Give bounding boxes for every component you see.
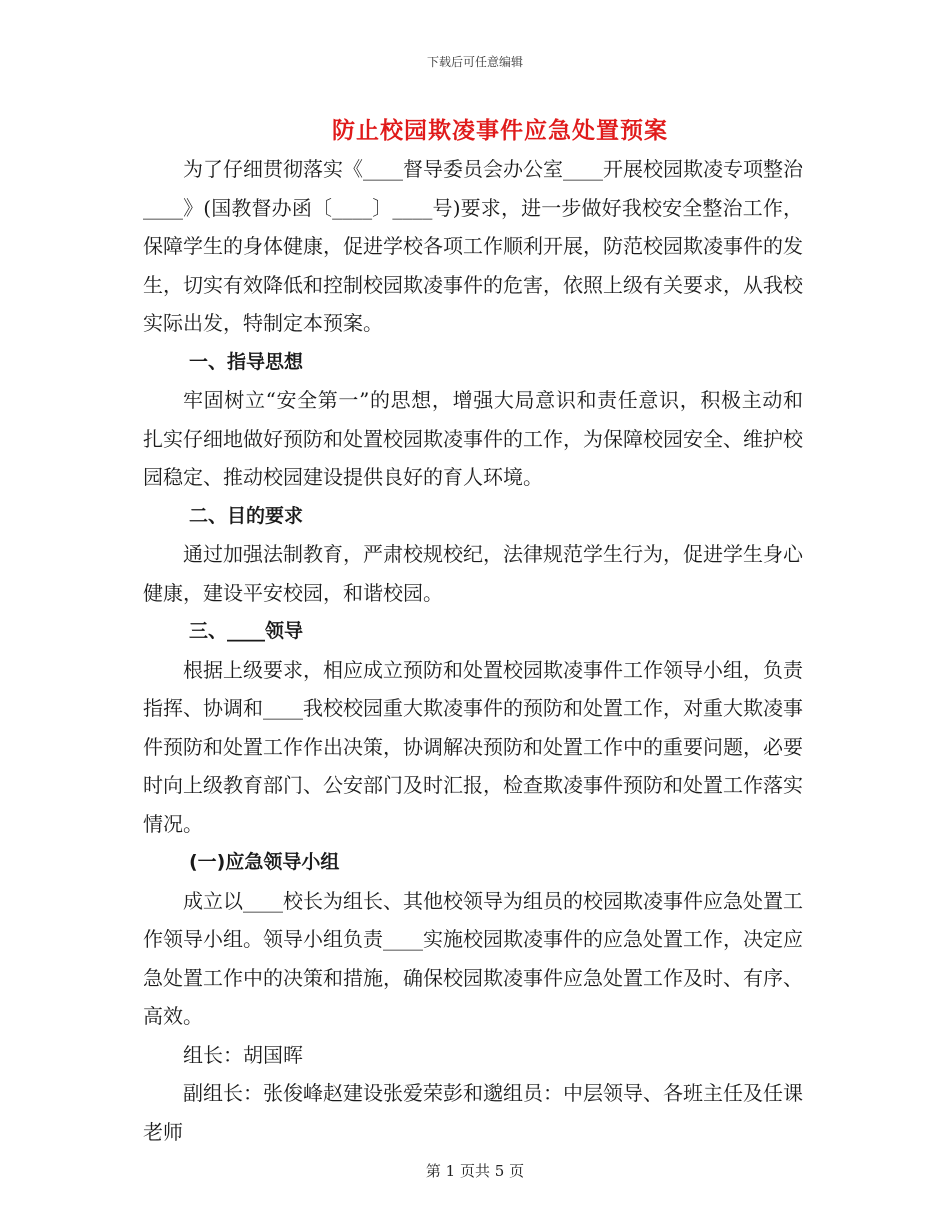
intro-paragraph: 为了仔细贯彻落实《____督导委员会办公室____开展校园欺凌专项整治____》(国教督办函〔____〕____号)要求，进一步做好我校安全整治工作，保障学生的身体健康，促进学校各项工作顺利开展，防范校园欺凌事件的发生，切实有效降低和控制校园欺凌事件的危害，依照上级有关要求，从我校实际出发，特制定本预案。	[143, 157, 803, 335]
page-footer: 第 1 页共 5 页	[425, 1162, 525, 1180]
leadership-paragraph: 根据上级要求，相应成立预防和处置校园欺凌事件工作领导小组，负责指挥、协调和____我校校园重大欺凌事件的预防和处置工作，对重大欺凌事件预防和处置工作作出决策，协调解决预防和处置工作中的重要问题，必要时向上级教育部门、公安部门及时汇报，检查欺凌事件预防和处置工作落实情况。	[143, 657, 803, 836]
subsection-heading-group: (一)应急领导小组	[189, 851, 340, 873]
leader-line: 组长：胡国晖	[183, 1042, 303, 1067]
section-heading-guiding: 一、指导思想	[189, 350, 304, 373]
header-note: 下载后可任意编辑	[426, 55, 523, 69]
group-paragraph: 成立以____校长为组长、其他校领导为组员的校园欺凌事件应急处置工作领导小组。领导小组负责____实施校园欺凌事件的应急处置工作，决定应急处置工作中的决策和措施，确保校园欺凌事件应急处置工作及时、有序、高效。	[143, 888, 803, 1028]
guiding-paragraph: 牢固树立“安全第一”的思想，增强大局意识和责任意识，积极主动和扎实仔细地做好预防和处置校园欺凌事件的工作，为保障校园安全、维护校园稳定、推动校园建设提供良好的育人环境。	[143, 388, 803, 489]
section-heading-purpose: 二、目的要求	[189, 504, 304, 527]
document-body	[143, 150, 803, 1151]
section-heading-leadership: 三、____领导	[189, 620, 304, 642]
purpose-paragraph: 通过加强法制教育，严肃校规校纪，法律规范学生行为，促进学生身心健康，建设平安校园，和谐校园。	[143, 542, 803, 605]
document-title: 防止校园欺凌事件应急处置预案	[332, 117, 668, 144]
deputies-line: 副组长：张俊峰赵建设张爱荣彭和邈组员：中层领导、各班主任及任课老师	[143, 1081, 803, 1144]
